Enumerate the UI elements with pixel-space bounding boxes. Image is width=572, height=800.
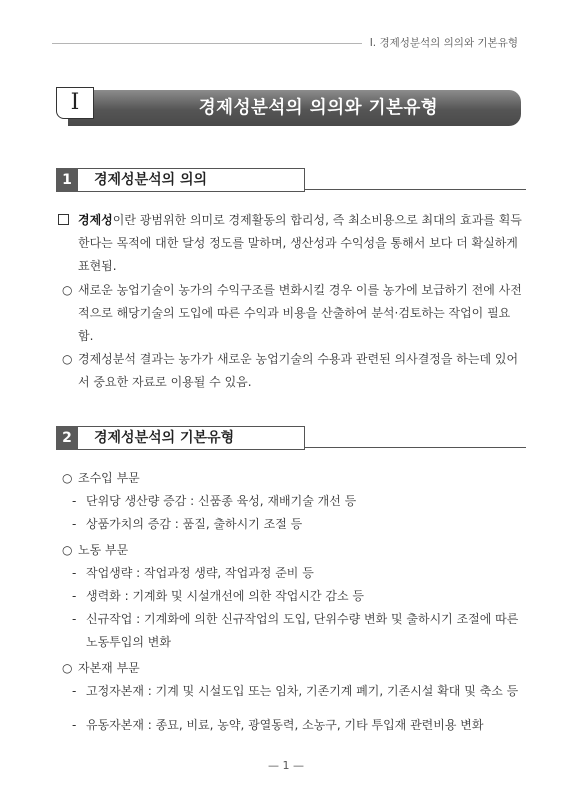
page-number-dash: — bbox=[293, 759, 304, 772]
list-item-text: 유동자본재 : 종묘, 비료, 농약, 광열동력, 소농구, 기타 투입재 관련비용 변화 bbox=[86, 718, 484, 732]
group-label-text: 노동 부문 bbox=[78, 543, 129, 557]
list-item-text: 작업생략 : 작업과정 생략, 작업과정 준비 등 bbox=[86, 566, 314, 580]
dash-bullet-icon: - bbox=[72, 718, 77, 732]
list-item bbox=[72, 490, 524, 513]
circle-bullet-icon: ○ bbox=[62, 352, 73, 366]
section-title: 경제성분석의 의의 bbox=[94, 172, 208, 188]
chapter-title: 경제성분석의 의의와 기본유형 bbox=[198, 98, 439, 118]
group-label-text: 조수입 부문 bbox=[78, 471, 140, 485]
definition-term: 경제성 bbox=[78, 213, 113, 227]
list-item-text: 단위당 생산량 증감 : 신품종 육성, 재배기술 개선 등 bbox=[86, 494, 357, 508]
circle-bullet-icon: ○ bbox=[62, 543, 73, 557]
definition-body: 이란 광범위한 의미로 경제활동의 합리성, 즉 최소비용으로 최대의 효과를 획득한다는 목적에 대한 달성 정도를 말하며, 생산성과 수익성을 통해서 보다 더 확실하게 표현됨. bbox=[78, 213, 522, 273]
list-item-text: 생력화 : 기계화 및 시설개선에 의한 작업시간 감소 등 bbox=[86, 589, 364, 603]
circle-bullet-icon: ○ bbox=[62, 471, 73, 485]
group-label bbox=[62, 467, 524, 490]
section-number: 1 bbox=[56, 168, 78, 192]
definition-paragraph bbox=[58, 209, 524, 278]
bullet-text: 새로운 농업기술이 농가의 수익구조를 변화시킬 경우 이를 농가에 보급하기 전에 사전적으로 해당기술의 도입에 따른 수익과 비용을 산출하여 분석·검토하는 작업이 필요함. bbox=[78, 283, 522, 343]
bullet-paragraph bbox=[62, 348, 524, 394]
running-header bbox=[52, 36, 518, 50]
dash-bullet-icon: - bbox=[72, 566, 77, 580]
page-number-dash: — bbox=[268, 759, 279, 772]
list-item bbox=[72, 585, 524, 608]
list-item-text: 상품가치의 증감 : 품질, 출하시기 조절 등 bbox=[86, 517, 303, 531]
dash-bullet-icon: - bbox=[72, 612, 77, 626]
circle-bullet-icon: ○ bbox=[62, 283, 73, 297]
dash-bullet-icon: - bbox=[72, 494, 77, 508]
page-footer bbox=[0, 759, 572, 772]
definition-text bbox=[58, 209, 524, 278]
bullet-paragraph bbox=[62, 279, 524, 348]
group-label-text: 자본재 부문 bbox=[78, 661, 140, 675]
square-bullet-icon bbox=[58, 214, 69, 225]
dash-bullet-icon: - bbox=[72, 589, 77, 603]
section-number: 2 bbox=[56, 426, 78, 450]
section-rule bbox=[305, 189, 526, 190]
list-item-text: 고정자본재 : 기계 및 시설도입 또는 임차, 기존기계 폐기, 기존시설 확대 및 축소 등 bbox=[86, 684, 519, 698]
list-item bbox=[72, 714, 524, 737]
list-item bbox=[72, 562, 524, 585]
list-item bbox=[72, 680, 524, 703]
running-header-text: Ⅰ. 경제성분석의 의의와 기본유형 bbox=[362, 36, 518, 50]
list-item bbox=[72, 513, 524, 536]
bullet-text: 경제성분석 결과는 농가가 새로운 농업기술의 수용과 관련된 의사결정을 하는데 있어서 중요한 자료로 이용될 수 있음. bbox=[78, 352, 519, 389]
list-item-text: 신규작업 : 기계화에 의한 신규작업의 도입, 단위수량 변화 및 출하시기 조절에 따른 노동투입의 변화 bbox=[86, 612, 519, 649]
section-2-heading bbox=[56, 426, 526, 450]
dash-bullet-icon: - bbox=[72, 517, 77, 531]
section-rule bbox=[305, 447, 526, 448]
page-number: 1 bbox=[282, 759, 290, 772]
list-item bbox=[72, 608, 524, 654]
chapter-heading bbox=[56, 87, 521, 129]
section-1-heading bbox=[56, 168, 526, 192]
chapter-number: Ⅰ bbox=[56, 87, 94, 119]
dash-bullet-icon: - bbox=[72, 684, 77, 698]
circle-bullet-icon: ○ bbox=[62, 661, 73, 675]
section-title: 경제성분석의 기본유형 bbox=[94, 430, 235, 446]
group-label bbox=[62, 657, 524, 680]
group-label bbox=[62, 539, 524, 562]
